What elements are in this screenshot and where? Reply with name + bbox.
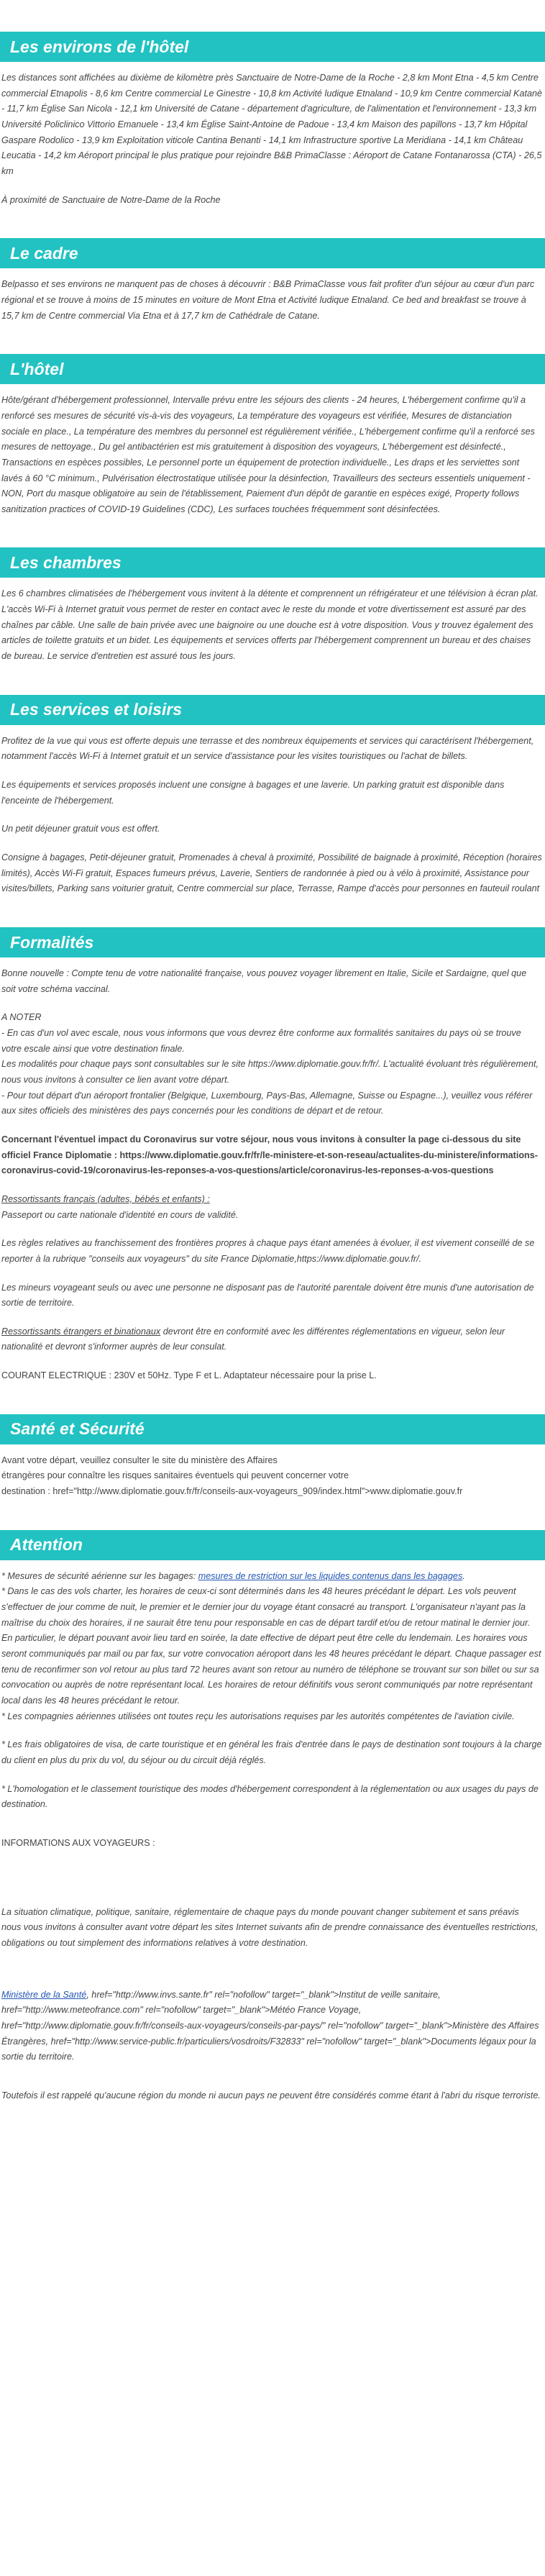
sante-line-3: destination : href="http://www.diplomatie.gouv.fr/fr/conseils-aux-voyageurs_909/index.html">www.diplomatie.gouv.fr [1, 1486, 463, 1497]
formalites-etr-label: Ressortissants étrangers et binationaux [1, 1326, 161, 1337]
restriction-liquides-link[interactable]: mesures de restriction sur les liquides contenus dans les bagages [198, 1570, 463, 1581]
section-title-attention: Attention [0, 1530, 545, 1560]
sante-line-2: étrangères pour connaître les risques sanitaires éventuels qui peuvent concerner votre [1, 1470, 349, 1481]
section-title-environs: Les environs de l'hôtel [0, 32, 545, 62]
sante-line-1: Avant votre départ, veuillez consulter le site du ministère des Affaires [1, 1455, 278, 1465]
environs-proximite: À proximité de Sanctuaire de Notre-Dame de la Roche [1, 194, 221, 205]
cadre-text: Belpasso et ses environs ne manquent pas de choses à découvrir : B&B PrimaClasse vous fait profiter d'un séjour au cœur d'un parc régional et se trouve à moins de 15 minutes en voiture de Mont Etna et Activité ludique Etnaland. Ce bed and breakfast se trouve à 15,7 km de Centre commercial Via Etna et à 17,7 km de Cathédrale de Catane. [1, 279, 535, 321]
attention-situation: La situation climatique, politique, sanitaire, réglementaire de chaque pays du monde pouvant changer subitement et sans préavis [1, 1906, 519, 1917]
formalites-intro: Bonne nouvelle : Compte tenu de votre nationalité française, vous pouvez voyager librement en Italie, Sicile et Sardaigne, quel que soit votre schéma vaccinal. [1, 968, 527, 994]
attention-frais: * Les frais obligatoires de visa, de carte touristique et en général les frais d'entrée dans le pays de destination sont toujours à la charge du client en plus du prix du vol, du séjour ou du circuit déjà réglés. [1, 1739, 542, 1765]
attention-toutefois: Toutefois il est rappelé qu'aucune région du monde ni aucun pays ne peuvent être considérés comme étant à l'abri du risque terroriste. [1, 2090, 541, 2101]
formalites-note-1: - En cas d'un vol avec escale, nous vous informons que vous devrez être conforme aux formalités sanitaires du pays où se trouve votre escale ainsi que votre destination finale. [1, 1027, 521, 1054]
formalites-note-2: Les modalités pour chaque pays sont consultables sur le site https://www.diplomatie.gouv.fr/fr/. L'actualité évoluant très régulièrement, nous vous invitons à consulter ce lien avant votre départ. [1, 1059, 539, 1085]
section-cadre [0, 238, 545, 331]
formalites-courant: COURANT ELECTRIQUE : 230V et 50Hz. Type F et L. Adaptateur nécessaire pour la prise L. [1, 1370, 377, 1381]
environs-distances: Les distances sont affichées au dixième de kilomètre près Sanctuaire de Notre-Dame de la Roche - 2,8 km Mont Etna - 4,5 km Centre commercial Etnapolis - 8,6 km Centre commercial Le Ginestre - 10,8 km Activité ludique Etnaland - 10,9 km Centre commercial Katanè - 11,7 km Église San Nicola - 12,1 km Université de Catane - département d'agriculture, de l'alimentation et l'environnement - 13,3 km Université Policlinico Vittorio Emanuele - 13,4 km Église Saint-Antoine de Padoue - 13,4 km Maison des papillons - 13,7 km Hôpital Gaspare Rodolico - 13,9 km Exploitation viticole Cantina Benanti - 14,1 km Infrastructure sportive La Meridiana - 14,1 km Château Leucatia - 14,2 km Aéroport principal le plus pratique pour rejoindre B&B PrimaClasse : Aéroport de Catane Fontanarossa (CTA) - 26,5 km [1, 73, 542, 176]
attention-sites [1, 1988, 542, 2065]
formalites-note-head: A NOTER [1, 1012, 42, 1023]
section-title-sante: Santé et Sécurité [0, 1414, 545, 1444]
section-sante [0, 1414, 545, 1507]
attention-horaires: * Dans le cas des vols charter, les horaires de ceux-ci sont déterminés dans les 48 heures précédant le départ. Les vols peuvent s'effectuer de jour comme de nuit, le premier et le dernier jour du voyage étant consacré au transport. L'organisateur n'ayant pas la maîtrise du choix des horaires, il ne saurait être tenu pour responsable en cas de départ tardif et/ou de retour matinal le dernier jour. En particulier, le départ pouvant avoir lieu tard en soirée, la date effective de départ peut être celle du lendemain. Les horaires vous seront communiqués par mail ou par fax, sur votre convocation aéroport dans les 48 heures précédant le départ. Chaque passager est tenu de reconfirmer son vol retour au plus tard 72 heures avant son retour au numéro de téléphone se trouvant sur son billet ou sur sa convocation ou auprès de notre représentant local. Les horaires de retour définitifs vous seront communiqués par notre représentant local dans les 48 heures précédant le retour. [1, 1586, 541, 1706]
ministere-sante-link[interactable]: Ministère de la Santé [1, 1989, 87, 2000]
section-title-formalites: Formalités [0, 927, 545, 957]
services-text-3: Un petit déjeuner gratuit vous est offert. [1, 824, 160, 834]
services-text-1: Profitez de la vue qui vous est offerte depuis une terrasse et des nombreux équipements et services qui caractérisent l'hébergement, notamment l'accès Wi-Fi à Internet gratuit et un service d'assistance pour les visites touristiques ou l'achat de billets. [1, 735, 534, 762]
section-formalites [0, 927, 545, 1391]
attention-homologation: * L'homologation et le classement touristique des modes d'hébergement correspondent à la réglementation ou aux usages du pays de destination. [1, 1783, 539, 1810]
hotel-text: Hôte/gérant d'hébergement professionnel, Intervalle prévu entre les séjours des clients - 24 heures, L'hébergement confirme qu'il a renforcé ses mesures de sécurité vis-à-vis des voyageurs, La température des voyageurs est vérifiée, Mesures de distanciation sociale en place., La température des membres du personnel est régulièrement vérifiée., L'hébergement confirme qu'il a renforcé ses mesures de nettoyage., Du gel antibactérien est mis gratuitement à disposition des voyageurs, L'hébergement est désinfecté., Transactions en espèces possibles, Le personnel porte un équipement de protection individuelle., Les draps et les serviettes sont lavés à 60 °C minimum., Pulvérisation électrostatique utilisée pour la désinfection, Travailleurs des secteurs essentiels uniquement - NON, Port du masque obligatoire au sein de l'établissement, Paiement d'un dépôt de garantie en espèces exigé, Property follows sanitization practices of COVID-19 Guidelines (CDC), Les surfaces touchées fréquemment sont désinfectées. [1, 395, 535, 514]
services-text-4: Consigne à bagages, Petit-déjeuner gratuit, Promenades à cheval à proximité, Possibilité de baignade à proximité, Réception (horaires limités), Accès Wi-Fi gratuit, Espaces fumeurs prévus, Laverie, Sentiers de randonnée à pied ou à vélo à proximité, Assistance pour visites/billets, Parking sans voiturier gratuit, Centre commercial sur place, Terrasse, Rampe d'accès pour personnes en fauteuil roulant [1, 852, 542, 894]
attention-mesures-suffix: . [462, 1570, 465, 1581]
attention-mesures [1, 1569, 542, 1585]
attention-sites-rest: , href="http://www.invs.sante.fr" rel="nofollow" target="_blank">Institut de veille sanitaire, href="http://www.meteofrance.com" rel="nofollow" target="_blank">Météo France Voyage, href="http://www.diplomatie.gouv.fr/fr/conseils-aux-voyageurs/conseils-par-pays/" rel="nofollow" target="_blank">Ministère des Affaires Étrangères, href="http://www.service-public.fr/particuliers/vosdroits/F32833" rel="nofollow" target="_blank">Documents légaux pour la sortie du territoire. [1, 1989, 539, 2062]
attention-info-head: INFORMATIONS AUX VOYAGEURS : [1, 1837, 155, 1848]
section-title-hotel: L'hôtel [0, 354, 545, 384]
formalites-note-3: - Pour tout départ d'un aéroport frontalier (Belgique, Luxembourg, Pays-Bas, Allemagne, Suisse ou Espagne...), veuillez vous référer aux sites officiels des ministères des pays concernés pour les conditions de départ et de retour. [1, 1090, 533, 1116]
formalites-covid: Concernant l'éventuel impact du Coronavirus sur votre séjour, nous vous invitons à consulter la page ci-dessous du site officiel France Diplomatie : https://www.diplomatie.gouv.fr/fr/le-ministere-et-son-reseau/actualites-du-ministere/informations-coronavirus-covid-19/coronavirus-les-reponses-a-vos-questions/article/coronavirus-les-reponses-a-vos-questions [1, 1134, 538, 1176]
attention-consulter: nous vous invitons à consulter avant votre départ les sites Internet suivants afin de prendre connaissance des éventuelles restrictions, obligations ou tout simplement des informations relatives à votre destination. [1, 1922, 539, 1948]
section-environs [0, 32, 545, 215]
section-hotel [0, 354, 545, 524]
section-chambres [0, 547, 545, 671]
services-text-2: Les équipements et services proposés incluent une consigne à bagages et une laverie. Un parking gratuit est disponible dans l'enceinte de l'hébergement. [1, 780, 505, 806]
formalites-res-fr-label: Ressortissants français (adultes, bébés et enfants) : [1, 1193, 210, 1204]
formalites-regles: Les règles relatives au franchissement des frontières propres à chaque pays étant amenées à évoluer, il est vivement conseillé de se reporter à la rubrique "conseils aux voyageurs" du site France Diplomatie,https://www.diplomatie.gouv.fr/. [1, 1238, 535, 1264]
formalites-etr-text: devront être en conformité avec les différentes réglementations en vigueur, selon leur nationalité et devront s'informer auprès de leur consulat. [1, 1326, 505, 1352]
section-title-cadre: Le cadre [0, 238, 545, 268]
formalites-mineurs: Les mineurs voyageant seuls ou avec une personne ne disposant pas de l'autorité parentale doivent être munis d'une autorisation de sortie de territoire. [1, 1282, 534, 1309]
attention-mesures-prefix: * Mesures de sécurité aérienne sur les bagages: [1, 1570, 198, 1581]
section-title-services: Les services et loisirs [0, 695, 545, 725]
chambres-text: Les 6 chambres climatisées de l'hébergement vous invitent à la détente et comprennent un réfrigérateur et une télévision à écran plat. L'accès Wi-Fi à Internet gratuit vous permet de rester en contact avec le reste du monde et votre divertissement est assuré par des chaînes par câble. Une salle de bain privée avec une baignoire ou une douche est à votre disposition. Vous y trouvez également des articles de toilette gratuits et un bidet. Les équipements et services offerts par l'hébergement comprennent un bureau et des chaises de bureau. Le service d'entretien est assuré tous les jours. [1, 588, 539, 662]
attention-compagnies: * Les compagnies aériennes utilisées ont toutes reçu les autorisations requises par les autorités compétentes de l'aviation civile. [1, 1711, 515, 1721]
formalites-res-fr-text: Passeport ou carte nationale d'identité en cours de validité. [1, 1209, 239, 1220]
section-title-chambres: Les chambres [0, 547, 545, 578]
formalites-etrangers [1, 1324, 542, 1355]
section-attention [0, 1530, 545, 2111]
section-services [0, 695, 545, 904]
